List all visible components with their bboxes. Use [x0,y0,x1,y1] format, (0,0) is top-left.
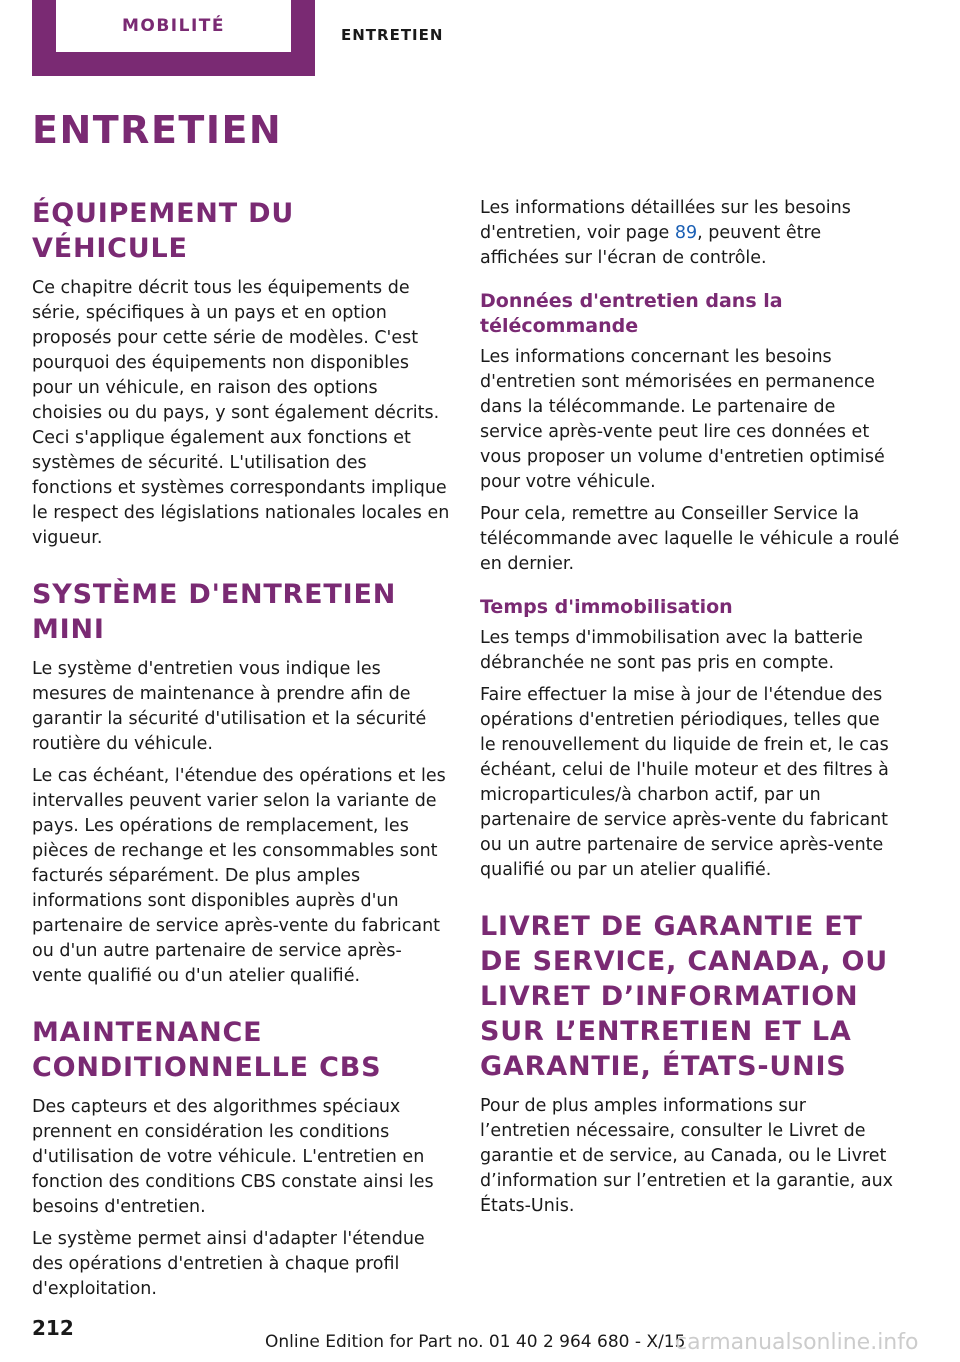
page-number: 212 [32,1316,74,1340]
paragraph: Pour de plus amples informations sur l’entretien nécessaire, consulter le Livret de garantie et de service, au Canada, ou le Livret d’information sur l’entretien et la garantie, aux États-Unis. [480,1096,894,1216]
chapter-tab [32,0,315,76]
edition-footer: Online Edition for Part no. 01 40 2 964 680 - X/15 [265,1332,686,1352]
paragraph: Faire effectuer la mise à jour de l'étendue des opérations d'entretien périodiques, telles que le renouvellement du liquide de frein et, le cas échéant, celui de l'huile moteur et des filtres à microparticules/à charbon actif, par un partenaire de service après-vente du fabricant ou un autre partenaire de service après-vente qualifié ou par un atelier qualifié. [480,685,889,880]
left-column [32,196,450,1328]
right-column [480,196,900,1245]
subsection-title-telecommande: Données d'entretien dans la télécommande [480,290,783,337]
subsection-title-immobilisation: Temps d'immobilisation [480,596,733,618]
section-title-systeme-entretien: SYSTÈME D'ENTRETIEN MINI [32,579,397,645]
page-title: ENTRETIEN [32,108,283,152]
page-link[interactable]: 89 [674,223,698,243]
section-title-livret-garantie: LIVRET DE GARANTIE ET DE SERVICE, CANADA, OU LIVRET D’INFORMATION SUR L’ENTRETIEN ET LA GARANTIE, ÉTATS-UNIS [480,911,888,1082]
paragraph: Des capteurs et des algorithmes spéciaux prennent en considération les conditions d'utilisation de votre véhicule. L'entretien en fonction des conditions CBS constate ainsi les besoins d'entretien. [32,1097,434,1217]
paragraph: Le système permet ainsi d'adapter l'étendue des opérations d'entretien à chaque profil d'exploitation. [32,1229,425,1299]
paragraph: Ce chapitre décrit tous les équipements de série, spécifiques à un pays et en option proposés pour cette série de modèles. C'est pourquoi des équipements non disponibles pour un véhicule, en raison des options choisies ou du pays, y sont également décrits. Ceci s'applique également aux fonctions et systèmes de sécurité. L'utilisation des fonctions et systèmes correspondants implique le respect des législations nationales locales en vigueur. [32,278,450,548]
intro-paragraph [480,196,900,271]
section-livret-garantie [480,909,900,1219]
intro-text-b: , peuvent être affichées sur l'écran de contrôle. [480,223,822,268]
paragraph: Les informations concernant les besoins d'entretien sont mémorisées en permanence dans la télécommande. Le partenaire de service après-vente peut lire ces données et vous proposer un volume d'entretien optimisé pour votre véhicule. [480,347,885,492]
section-systeme-entretien [32,577,450,989]
breadcrumb: ENTRETIEN [341,26,444,44]
chapter-tab-label: MOBILITÉ [121,16,226,36]
subsection-immobilisation [480,595,900,883]
section-maintenance-cbs [32,1015,450,1302]
paragraph: Pour cela, remettre au Conseiller Service la télécommande avec laquelle le véhicule a roulé en dernier. [480,504,900,574]
watermark: carmanualsonline.info [675,1330,919,1355]
paragraph: Le cas échéant, l'étendue des opérations et les intervalles peuvent varier selon la variante de pays. Les opérations de remplacement, les pièces de rechange et les consommables sont facturés séparément. De plus amples informations sont disponibles auprès d'un partenaire de service après-vente du fabricant ou d'un autre partenaire de service après-vente qualifié ou d'un atelier qualifié. [32,766,446,986]
subsection-telecommande [480,289,900,577]
section-equipement [32,196,450,551]
paragraph: Le système d'entretien vous indique les mesures de maintenance à prendre afin de garantir la sécurité d'utilisation et la sécurité routière du véhicule. [32,659,427,754]
section-title-maintenance-cbs: MAINTENANCE CONDITIONNELLE CBS [32,1017,382,1083]
intro-text-a: Les informations détaillées sur les besoins d'entretien, voir page [480,198,851,243]
chapter-tab-inner [56,0,291,52]
section-title-equipement: ÉQUIPEMENT DU VÉHICULE [32,198,295,264]
paragraph: Les temps d'immobilisation avec la batterie débranchée ne sont pas pris en compte. [480,628,863,673]
